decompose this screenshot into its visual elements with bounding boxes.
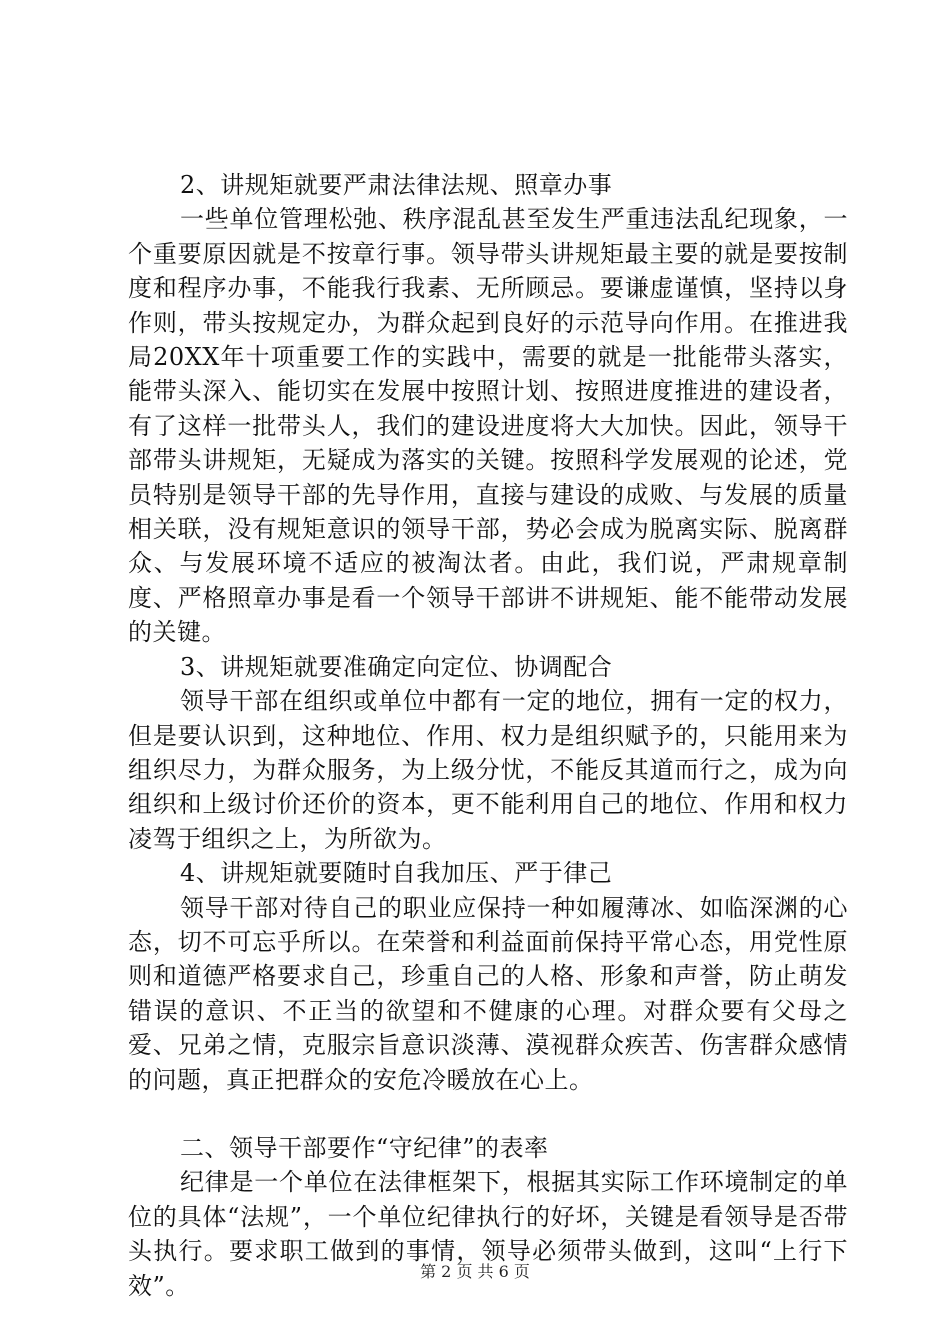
section-paragraph: 纪律是一个单位在法律框架下，根据其实际工作环境制定的单位的具体“法规”，一个单位纪律执行的好坏，关键是看领导是否带头执行。要求职工做到的事情，领导必须带头做到，这叫“上行下效”。 — [128, 1168, 848, 1300]
section-paragraph: 一些单位管理松弛、秩序混乱甚至发生严重违法乱纪现象，一个重要原因就是不按章行事。领导带头讲规矩最主要的就是要按制度和程序办事，不能我行我素、无所顾忌。要谦虚谨慎，坚持以身作则，带头按规定办，为群众起到良好的示范导向作用。在推进我局20XX年十项重要工作的实践中，需要的就是一批能带头落实，能带头深入、能切实在发展中按照计划、按照进度推进的建设者，有了这样一批带头人，我们的建设进度将大大加快。因此，领导干部带头讲规矩，无疑成为落实的关键。按照科学发展观的论述，党员特别是领导干部的先导作用，直接与建设的成败、与发展的质量相关联，没有规矩意识的领导干部，势必会成为脱离实际、脱离群众、与发展环境不适应的被淘汰者。由此，我们说，严肃规章制度、严格照章办事是看一个领导干部讲不讲规矩、能不能带动发展的关键。 — [128, 205, 848, 647]
section-paragraph: 领导干部对待自己的职业应保持一种如履薄冰、如临深渊的心态，切不可忘乎所以。在荣誉和利益面前保持平常心态，用党性原则和道德严格要求自己，珍重自己的人格、形象和声誉，防止萌发错误的意识、不正当的欲望和不健康的心理。对群众要有父母之爱、兄弟之情，克服宗旨意识淡薄、漠视群众疾苦、伤害群众感情的问题，真正把群众的安危冷暖放在心上。 — [128, 893, 848, 1094]
section-paragraph: 领导干部在组织或单位中都有一定的地位，拥有一定的权力，但是要认识到，这种地位、作用、权力是组织赋予的，只能用来为组织尽力，为群众服务，为上级分忧，不能反其道而行之，成为向组织和上级讨价还价的资本，更不能利用自己的地位、作用和权力凌驾于组织之上，为所欲为。 — [128, 687, 848, 853]
section-heading: 2、讲规矩就要严肃法律法规、照章办事 — [180, 171, 613, 199]
page-number-footer: 第 2 页 共 6 页 — [420, 1262, 530, 1281]
section-heading: 4、讲规矩就要随时自我加压、严于律己 — [180, 859, 613, 888]
section-heading: 3、讲规矩就要准确定向定位、协调配合 — [180, 652, 613, 681]
document-body — [128, 168, 848, 1303]
section-spacer — [128, 1097, 848, 1131]
section-heading: 二、领导干部要作“守纪律”的表率 — [180, 1133, 549, 1162]
